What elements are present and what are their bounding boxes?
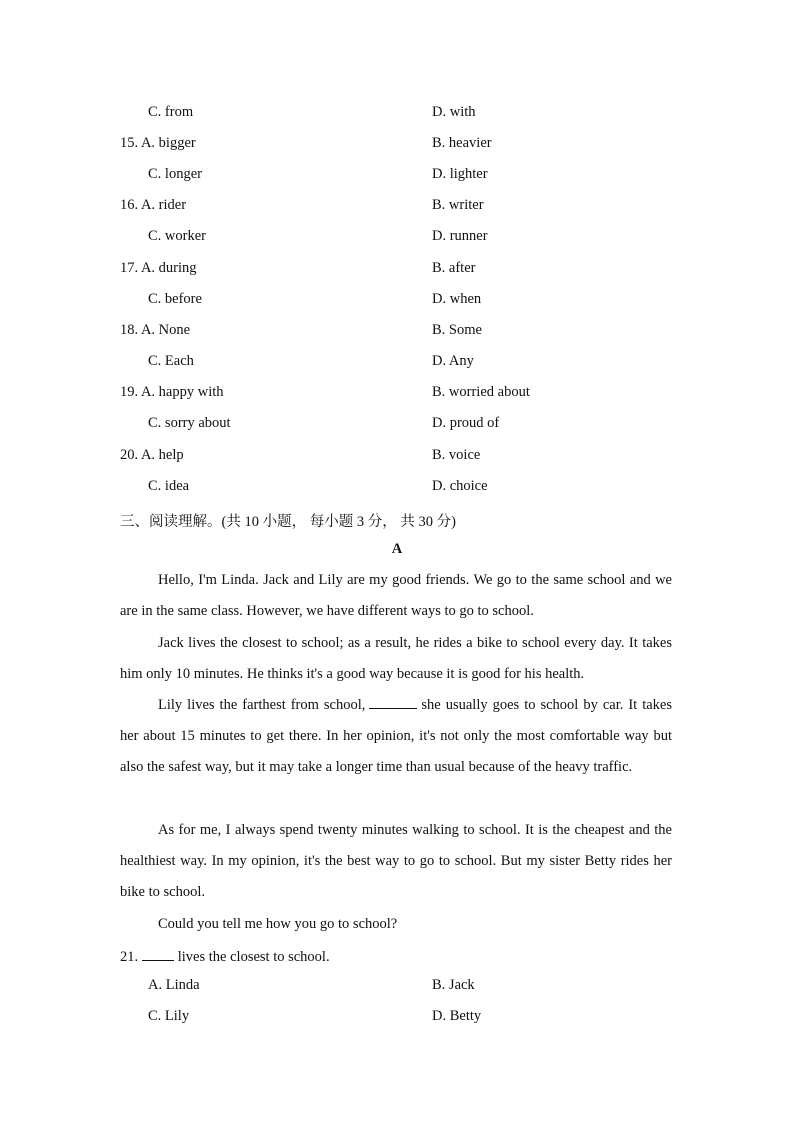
option-right: D. with bbox=[432, 104, 476, 120]
option-right: B. writer bbox=[432, 197, 484, 213]
answer-blank bbox=[369, 694, 417, 709]
option-right: D. lighter bbox=[432, 166, 488, 182]
option-right: D. Any bbox=[432, 353, 474, 369]
option-left: 20. A. help bbox=[120, 447, 184, 463]
option-left: 15. A. bigger bbox=[120, 135, 196, 151]
option-left: 16. A. rider bbox=[120, 197, 187, 213]
option-row bbox=[0, 260, 794, 280]
answer-blank bbox=[142, 946, 174, 961]
option-right: B. worried about bbox=[432, 384, 530, 400]
option-row bbox=[0, 415, 794, 435]
option-row bbox=[0, 447, 794, 467]
option-left: C. Lily bbox=[148, 1008, 190, 1024]
option-row bbox=[0, 1008, 794, 1028]
option-left: 18. A. None bbox=[120, 322, 191, 338]
passage-paragraph-1: Hello, I'm Linda. Jack and Lily are my good friends. We go to the same school and we are in the same class. However, we have different ways to go to school. bbox=[120, 572, 672, 620]
paragraph-text: she usually goes to school by car. It takes her about 15 minutes to get there. In her opinion, it's not only the most comfortable way but also the safest way, but it may take a longer time than usual because of the heavy traffic. bbox=[120, 697, 672, 776]
option-right: B. Jack bbox=[432, 977, 475, 993]
option-row bbox=[0, 291, 794, 311]
option-right: D. Betty bbox=[432, 1008, 482, 1024]
option-right: B. Some bbox=[432, 322, 482, 338]
passage-paragraph-2: Jack lives the closest to school; as a result, he rides a bike to school every day. It takes him only 10 minutes. He thinks it's a good way because it is good for his health. bbox=[120, 635, 672, 683]
option-right: B. after bbox=[432, 260, 476, 276]
passage-paragraph-5: Could you tell me how you go to school? bbox=[158, 916, 398, 932]
option-left: C. Each bbox=[148, 353, 194, 369]
option-row bbox=[0, 104, 794, 124]
option-row bbox=[0, 228, 794, 248]
option-left: 19. A. happy with bbox=[120, 384, 224, 400]
option-row bbox=[0, 197, 794, 217]
question-text: lives the closest to school. bbox=[177, 949, 330, 965]
option-right: B. voice bbox=[432, 447, 481, 463]
section-title: 三、阅读理解。(共 10 小题， 每小题 3 分， 共 30 分) bbox=[120, 514, 456, 530]
option-left: 17. A. during bbox=[120, 260, 197, 276]
option-right: D. proud of bbox=[432, 415, 500, 431]
option-row bbox=[0, 166, 794, 186]
option-right: B. heavier bbox=[432, 135, 492, 151]
option-left: C. from bbox=[148, 104, 194, 120]
passage-title: A bbox=[391, 541, 403, 557]
option-right: D. runner bbox=[432, 228, 488, 244]
option-left: A. Linda bbox=[148, 977, 200, 993]
passage-paragraph-4: As for me, I always spend twenty minutes walking to school. It is the cheapest and the healthiest way. In my opinion, it's the best way to go to school. But my sister Betty rides her bike to school. bbox=[120, 822, 672, 901]
option-row bbox=[0, 135, 794, 155]
option-left: C. worker bbox=[148, 228, 206, 244]
option-row bbox=[0, 977, 794, 997]
option-row bbox=[0, 384, 794, 404]
option-left: C. sorry about bbox=[148, 415, 231, 431]
option-row bbox=[0, 353, 794, 373]
option-row bbox=[0, 322, 794, 342]
question-21-stem bbox=[120, 946, 330, 966]
option-left: C. longer bbox=[148, 166, 202, 182]
option-left: C. idea bbox=[148, 478, 190, 494]
option-row bbox=[0, 478, 794, 498]
option-right: D. when bbox=[432, 291, 482, 307]
option-right: D. choice bbox=[432, 478, 488, 494]
passage-paragraph-3 bbox=[120, 690, 672, 784]
paragraph-text: Lily lives the farthest from school, bbox=[158, 697, 366, 713]
question-number: 21. bbox=[120, 949, 139, 965]
option-left: C. before bbox=[148, 291, 202, 307]
